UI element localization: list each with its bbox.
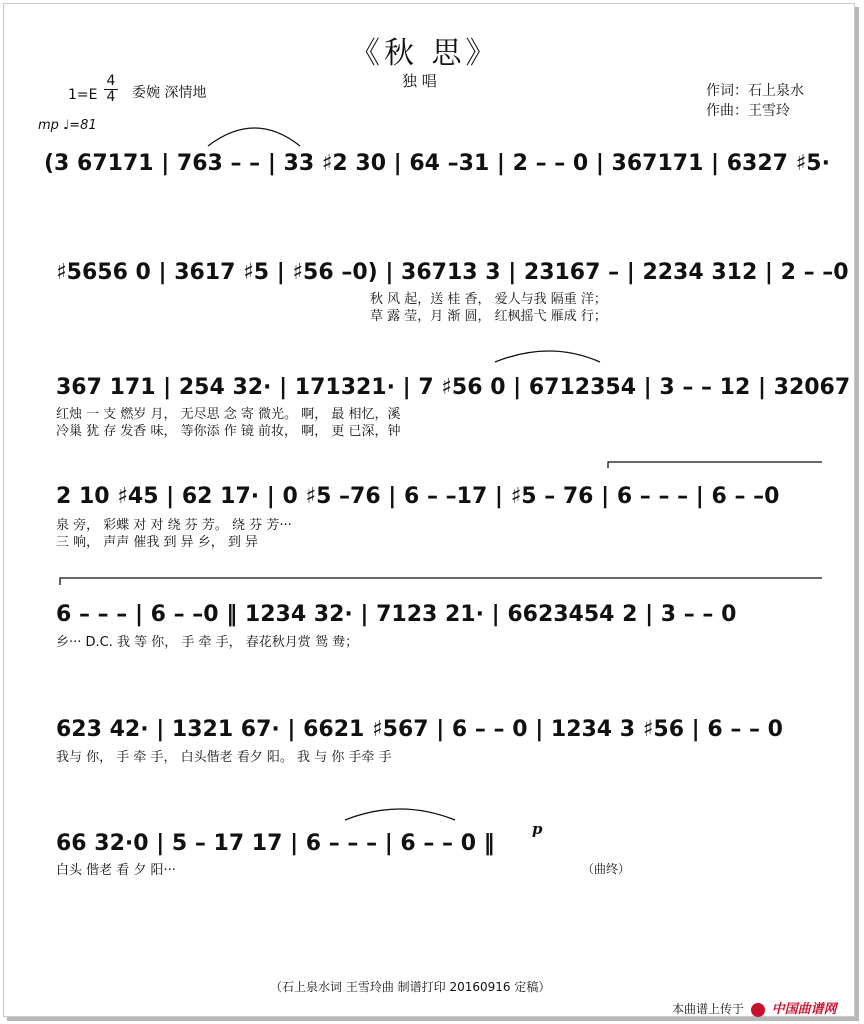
expression-marking: 委婉 深情地: [132, 85, 207, 101]
lyric-line: 红烛 一 支 燃岁 月， 无尽思 念 寄 微光。 啊， 最 相忆，溪: [56, 407, 401, 422]
end-marking: （曲终）: [582, 862, 631, 876]
score-row: [56, 375, 850, 439]
notation-line: ♯5656 0 | 3617 ♯5 | ♯56 –0) | 36713 3 | 23167 – | 2234 312 | 2 – –0: [56, 260, 849, 285]
song-subtitle: 独 唱: [402, 72, 437, 90]
lyric-line: 乡··· D.C. 我 等 你， 手 牵 手， 春花秋月赏 鸳 鸯；: [56, 635, 359, 650]
dynamic-marking: p: [532, 820, 543, 838]
volta-bracket-1: [608, 462, 822, 468]
lyric-line: 冷巢 犹 存 发香 味， 等你添 作 镜 前妆， 啊， 更 已深，钟: [56, 424, 401, 439]
notation-line: 623 42· | 1321 67· | 6621 ♯567 | 6 – – 0 | 1234 3 ♯56 | 6 – – 0: [56, 717, 783, 742]
score-row: [56, 717, 783, 765]
lyric-line: 草 露 莹，月 渐 圆， 红枫摇弋 雁成 行；: [370, 309, 607, 324]
time-signature-top: 4: [106, 73, 116, 89]
slur: [345, 809, 455, 820]
notation-line: 367 171 | 254 32· | 171321· | 7 ♯56 0 | 6712354 | 3 – – 12 | 32067: [56, 375, 851, 400]
song-title: 《秋 思》: [350, 36, 500, 71]
score-row: [56, 831, 495, 878]
site-logo-icon: [751, 1003, 765, 1017]
slur: [208, 128, 300, 146]
notation-line: 66 32·0 | 5 – 17 17 | 6 – – – | 6 – – 0 ‖: [56, 831, 495, 856]
upload-note: [672, 998, 837, 1017]
site-logo-text[interactable]: 中国曲谱网: [771, 1002, 837, 1017]
slur: [495, 351, 600, 362]
score-row: [44, 151, 830, 176]
lyric-line: 白头 偕老 看 夕 阳···: [56, 863, 176, 878]
lyric-line: 秋 风 起，送 桂 香， 爱人与我 隔重 洋；: [370, 292, 607, 307]
lyric-line: 泉 旁， 彩蝶 对 对 绕 芬 芳。 绕 芬 芳···: [56, 518, 292, 533]
lyric-line: 我与 你， 手 牵 手， 白头偕老 看夕 阳。 我 与 你 手牵 手: [56, 750, 392, 765]
score-row: [56, 484, 779, 550]
lyricist-credit: 作词：石上泉水: [706, 83, 804, 99]
score-row: [56, 602, 736, 650]
time-signature-bottom: 4: [104, 89, 118, 105]
notation-line: 2 10 ♯45 | 62 17· | 0 ♯5 –76 | 6 – –17 | ♯5 – 76 | 6 – – – | 6 – –0: [56, 484, 780, 509]
tempo-marking: mp ♩=81: [38, 118, 97, 133]
composer-credit: 作曲：王雪玲: [706, 103, 790, 119]
upload-note-text: 本曲谱上传于: [672, 1002, 745, 1016]
score-row: [56, 260, 849, 324]
volta-bracket-2: [60, 578, 822, 585]
notation-line: (3 67171 | 763 – – | 33 ♯2 30 | 64 –31 | 2 – – 0 | 367171 | 6327 ♯5·: [44, 151, 830, 176]
key-signature: 1=E: [68, 87, 98, 103]
notation-line: 6 – – – | 6 – –0 ‖ 1234 32· | 7123 21· | 6623454 2 | 3 – – 0: [56, 602, 737, 627]
footer-credit: （石上泉水词 王雪玲曲 制谱打印 20160916 定稿）: [270, 980, 551, 994]
lyric-line: 三 响， 声声 催我 到 异 乡， 到 异: [56, 535, 259, 550]
